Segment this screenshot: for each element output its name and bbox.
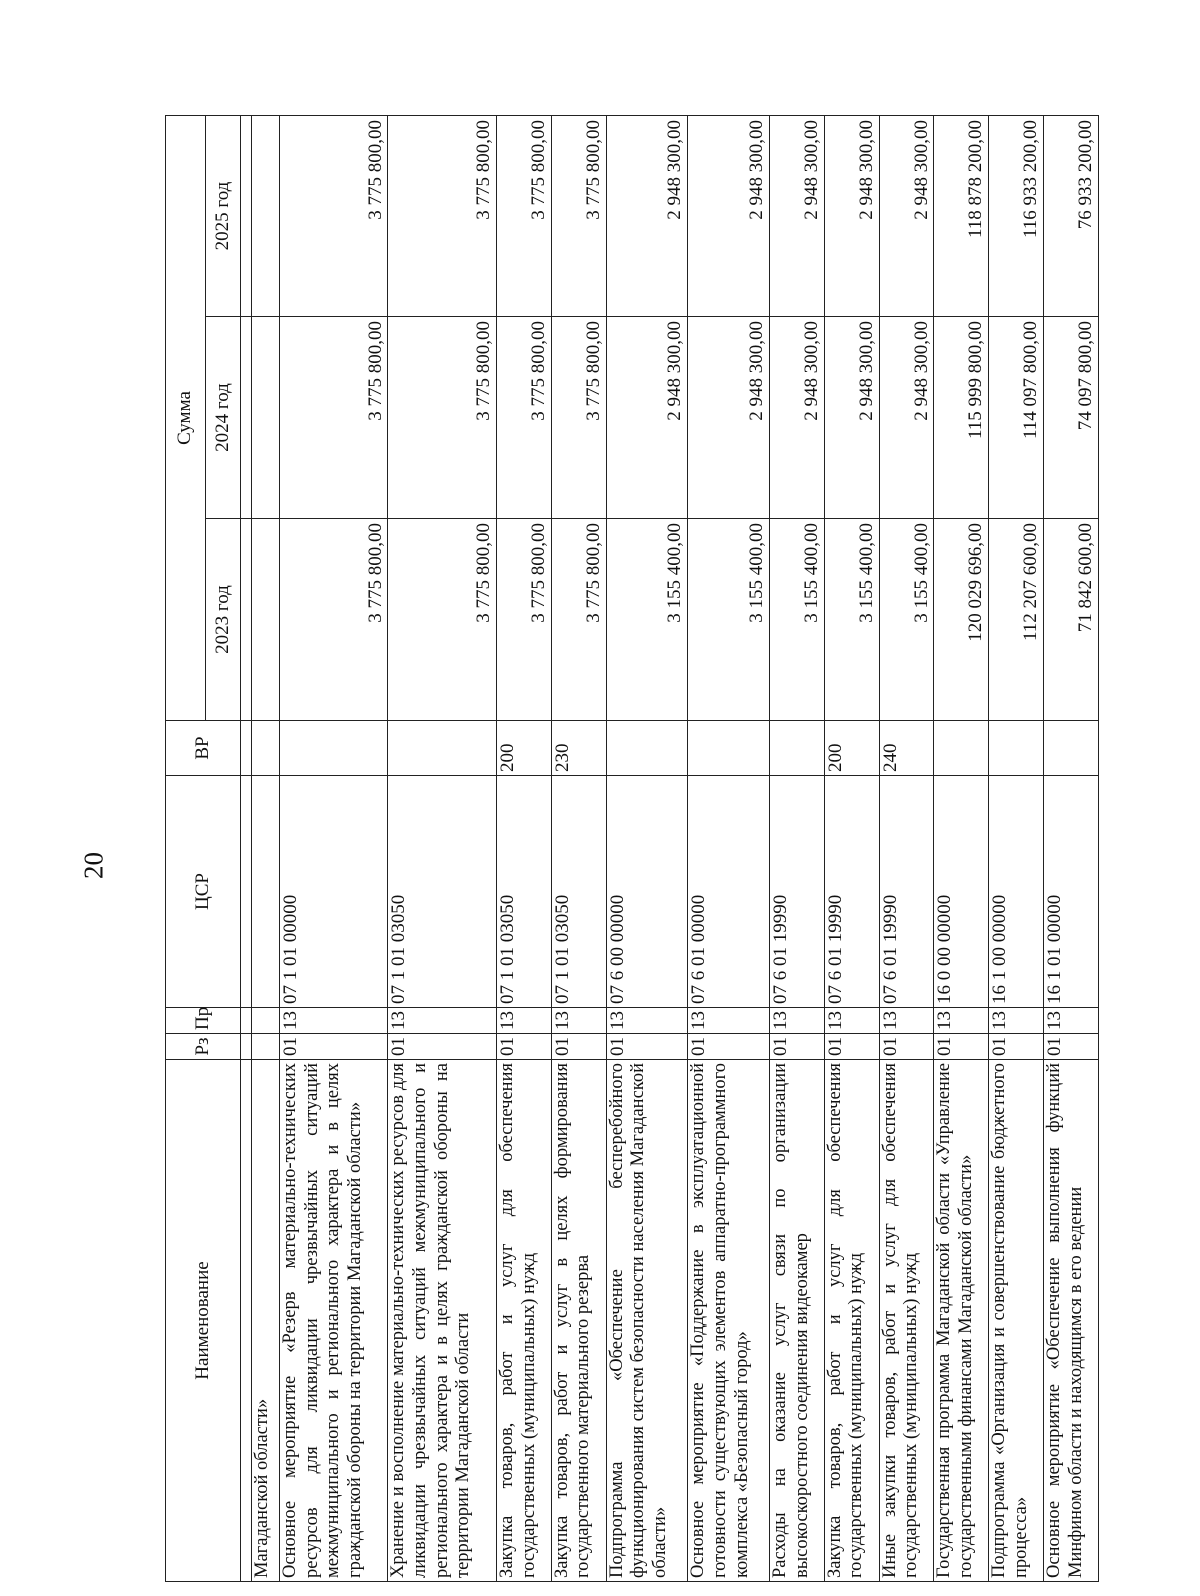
spacer-cell — [241, 317, 252, 519]
row-2024-amount: 2 948 300,00 — [688, 317, 770, 519]
row-2024-amount: 115 999 800,00 — [934, 317, 989, 519]
table-row — [1044, 115, 1099, 1581]
row-2023-amount: 3 775 800,00 — [388, 519, 496, 721]
row-2024-amount: 3 775 800,00 — [496, 317, 551, 519]
header-rz: Рз — [166, 1034, 241, 1060]
spacer-cell — [241, 519, 252, 721]
table-row — [551, 115, 606, 1581]
row-name-cell: Закупка товаров, работ и услуг для обеспечения государственных (муниципальных) нужд — [824, 1060, 879, 1582]
row-name-cell: Иные закупки товаров, работ и услуг для обеспечения государственных (муниципальных) нужд — [879, 1060, 934, 1582]
row-pr-cell: 13 — [688, 1008, 770, 1034]
row-2025-amount: 3 775 800,00 — [280, 115, 388, 316]
header-csr: ЦСР — [166, 776, 241, 1008]
row-2023-amount: 3 155 400,00 — [879, 519, 934, 721]
row-2024-amount: 3 775 800,00 — [551, 317, 606, 519]
row-2024-amount: 2 948 300,00 — [879, 317, 934, 519]
table-row — [606, 115, 688, 1581]
table-row — [388, 115, 496, 1581]
table-row — [879, 115, 934, 1581]
row-csr-cell: 16 0 00 00000 — [934, 776, 989, 1008]
header-sum: Сумма — [166, 115, 206, 720]
row-vr-cell — [252, 721, 280, 776]
budget-table — [165, 115, 1099, 1582]
row-rz-cell: 01 — [934, 1034, 989, 1060]
row-csr-cell: 07 1 01 03050 — [496, 776, 551, 1008]
row-2025-amount: 2 948 300,00 — [879, 115, 934, 316]
row-2023-amount: 3 775 800,00 — [551, 519, 606, 721]
row-rz-cell: 01 — [879, 1034, 934, 1060]
row-vr-cell — [934, 721, 989, 776]
row-csr-cell: 07 1 01 00000 — [280, 776, 388, 1008]
row-csr-cell: 07 1 01 03050 — [388, 776, 496, 1008]
row-name-cell: Подпрограмма «Организация и совершенствование бюджетного процесса» — [989, 1060, 1044, 1582]
row-vr-cell: 240 — [879, 721, 934, 776]
row-2025-amount — [252, 115, 280, 316]
table-row — [769, 115, 824, 1581]
row-csr-cell: 07 6 01 19990 — [824, 776, 879, 1008]
row-rz-cell: 01 — [688, 1034, 770, 1060]
table-row — [934, 115, 989, 1581]
spacer-cell — [241, 1034, 252, 1060]
spacer-cell — [241, 115, 252, 316]
row-rz-cell: 01 — [606, 1034, 688, 1060]
row-2025-amount: 2 948 300,00 — [688, 115, 770, 316]
row-pr-cell: 13 — [769, 1008, 824, 1034]
row-rz-cell: 01 — [824, 1034, 879, 1060]
spacer-cell — [241, 776, 252, 1008]
row-csr-cell — [252, 776, 280, 1008]
row-2023-amount — [252, 519, 280, 721]
header-pr: Пр — [166, 1008, 241, 1034]
header-row — [166, 115, 206, 1581]
spacer-cell — [241, 1060, 252, 1582]
row-rz-cell: 01 — [280, 1034, 388, 1060]
row-2025-amount: 76 933 200,00 — [1044, 115, 1099, 316]
budget-table-container — [165, 116, 1099, 1582]
row-name-cell: Закупка товаров, работ и услуг для обеспечения государственных (муниципальных) нужд — [496, 1060, 551, 1582]
row-pr-cell — [252, 1008, 280, 1034]
row-2023-amount: 3 155 400,00 — [769, 519, 824, 721]
header-name: Наименование — [166, 1060, 241, 1582]
row-csr-cell: 07 1 01 03050 — [551, 776, 606, 1008]
row-csr-cell: 16 1 01 00000 — [1044, 776, 1099, 1008]
table-row — [688, 115, 770, 1581]
row-rz-cell: 01 — [989, 1034, 1044, 1060]
row-name-cell: Государственная программа Магаданской области «Управление государственными финансами Магаданской области» — [934, 1060, 989, 1582]
row-2025-amount: 118 878 200,00 — [934, 115, 989, 316]
row-pr-cell: 13 — [280, 1008, 388, 1034]
row-2023-amount: 71 842 600,00 — [1044, 519, 1099, 721]
row-vr-cell — [606, 721, 688, 776]
row-name-cell: Магаданской области» — [252, 1060, 280, 1582]
row-pr-cell: 13 — [551, 1008, 606, 1034]
row-vr-cell — [688, 721, 770, 776]
table-row — [252, 115, 280, 1581]
row-2024-amount: 2 948 300,00 — [606, 317, 688, 519]
row-vr-cell — [280, 721, 388, 776]
row-2023-amount: 3 155 400,00 — [824, 519, 879, 721]
row-2024-amount — [252, 317, 280, 519]
row-2023-amount: 3 775 800,00 — [496, 519, 551, 721]
row-2025-amount: 3 775 800,00 — [496, 115, 551, 316]
row-2024-amount: 2 948 300,00 — [824, 317, 879, 519]
row-2025-amount: 2 948 300,00 — [824, 115, 879, 316]
row-rz-cell: 01 — [388, 1034, 496, 1060]
row-csr-cell: 07 6 01 00000 — [688, 776, 770, 1008]
row-2023-amount: 120 029 696,00 — [934, 519, 989, 721]
row-vr-cell — [989, 721, 1044, 776]
row-csr-cell: 07 6 00 00000 — [606, 776, 688, 1008]
row-pr-cell: 13 — [496, 1008, 551, 1034]
row-name-cell: Основное мероприятие «Поддержание в эксплуатационной готовности существующих элементов аппаратно-программного комплекса «Безопасный город» — [688, 1060, 770, 1582]
row-vr-cell — [769, 721, 824, 776]
table-row — [989, 115, 1044, 1581]
row-vr-cell: 200 — [824, 721, 879, 776]
row-2023-amount: 3 155 400,00 — [606, 519, 688, 721]
row-rz-cell: 01 — [769, 1034, 824, 1060]
row-2025-amount: 116 933 200,00 — [989, 115, 1044, 316]
row-csr-cell: 07 6 01 19990 — [769, 776, 824, 1008]
row-2023-amount: 3 155 400,00 — [688, 519, 770, 721]
header-spacer-row — [241, 115, 252, 1581]
row-pr-cell: 13 — [879, 1008, 934, 1034]
row-pr-cell: 13 — [388, 1008, 496, 1034]
row-2024-amount: 2 948 300,00 — [769, 317, 824, 519]
row-vr-cell: 230 — [551, 721, 606, 776]
row-vr-cell: 200 — [496, 721, 551, 776]
row-vr-cell — [388, 721, 496, 776]
header-2023: 2023 год — [206, 519, 241, 721]
row-2025-amount: 2 948 300,00 — [606, 115, 688, 316]
row-name-cell: Основное мероприятие «Обеспечение выполнения функций Минфином области и находящимся в его ведении — [1044, 1060, 1099, 1582]
row-2025-amount: 3 775 800,00 — [388, 115, 496, 316]
spacer-cell — [241, 1008, 252, 1034]
table-row — [280, 115, 388, 1581]
row-pr-cell: 13 — [824, 1008, 879, 1034]
row-2023-amount: 3 775 800,00 — [280, 519, 388, 721]
row-2024-amount: 3 775 800,00 — [388, 317, 496, 519]
row-2025-amount: 2 948 300,00 — [769, 115, 824, 316]
spacer-cell — [241, 721, 252, 776]
table-row — [824, 115, 879, 1581]
row-csr-cell: 16 1 00 00000 — [989, 776, 1044, 1008]
row-name-cell: Хранение и восполнение материально-технических ресурсов для ликвидации чрезвычайных ситуаций межмуниципального и регионального характера и в целях гражданской обороны на территории Магаданской области — [388, 1060, 496, 1582]
table-row — [496, 115, 551, 1581]
header-2025: 2025 год — [206, 115, 241, 316]
page-number: 20 — [78, 852, 109, 879]
row-pr-cell: 13 — [606, 1008, 688, 1034]
row-csr-cell: 07 6 01 19990 — [879, 776, 934, 1008]
row-2024-amount: 3 775 800,00 — [280, 317, 388, 519]
row-2025-amount: 3 775 800,00 — [551, 115, 606, 316]
row-name-cell: Расходы на оказание услуг связи по организации высокоскоростного соединения видеокамер — [769, 1060, 824, 1582]
row-rz-cell — [252, 1034, 280, 1060]
header-2024: 2024 год — [206, 317, 241, 519]
row-pr-cell: 13 — [934, 1008, 989, 1034]
row-name-cell: Основное мероприятие «Резерв материально-технических ресурсов для ликвидации чрезвычайных ситуаций межмуниципального и регионального характера и в целях гражданской обороны на территории Магаданской области» — [280, 1060, 388, 1582]
row-rz-cell: 01 — [551, 1034, 606, 1060]
row-pr-cell: 13 — [1044, 1008, 1099, 1034]
row-rz-cell: 01 — [1044, 1034, 1099, 1060]
row-rz-cell: 01 — [496, 1034, 551, 1060]
row-vr-cell — [1044, 721, 1099, 776]
header-vr: ВР — [166, 721, 241, 776]
row-name-cell: Подпрограмма «Обеспечение бесперебойного функционирования систем безопасности населения Магаданской области» — [606, 1060, 688, 1582]
row-2023-amount: 112 207 600,00 — [989, 519, 1044, 721]
table-body — [252, 115, 1099, 1581]
row-2024-amount: 114 097 800,00 — [989, 317, 1044, 519]
row-pr-cell: 13 — [989, 1008, 1044, 1034]
row-name-cell: Закупка товаров, работ и услуг в целях формирования государственного материального резерва — [551, 1060, 606, 1582]
row-2024-amount: 74 097 800,00 — [1044, 317, 1099, 519]
